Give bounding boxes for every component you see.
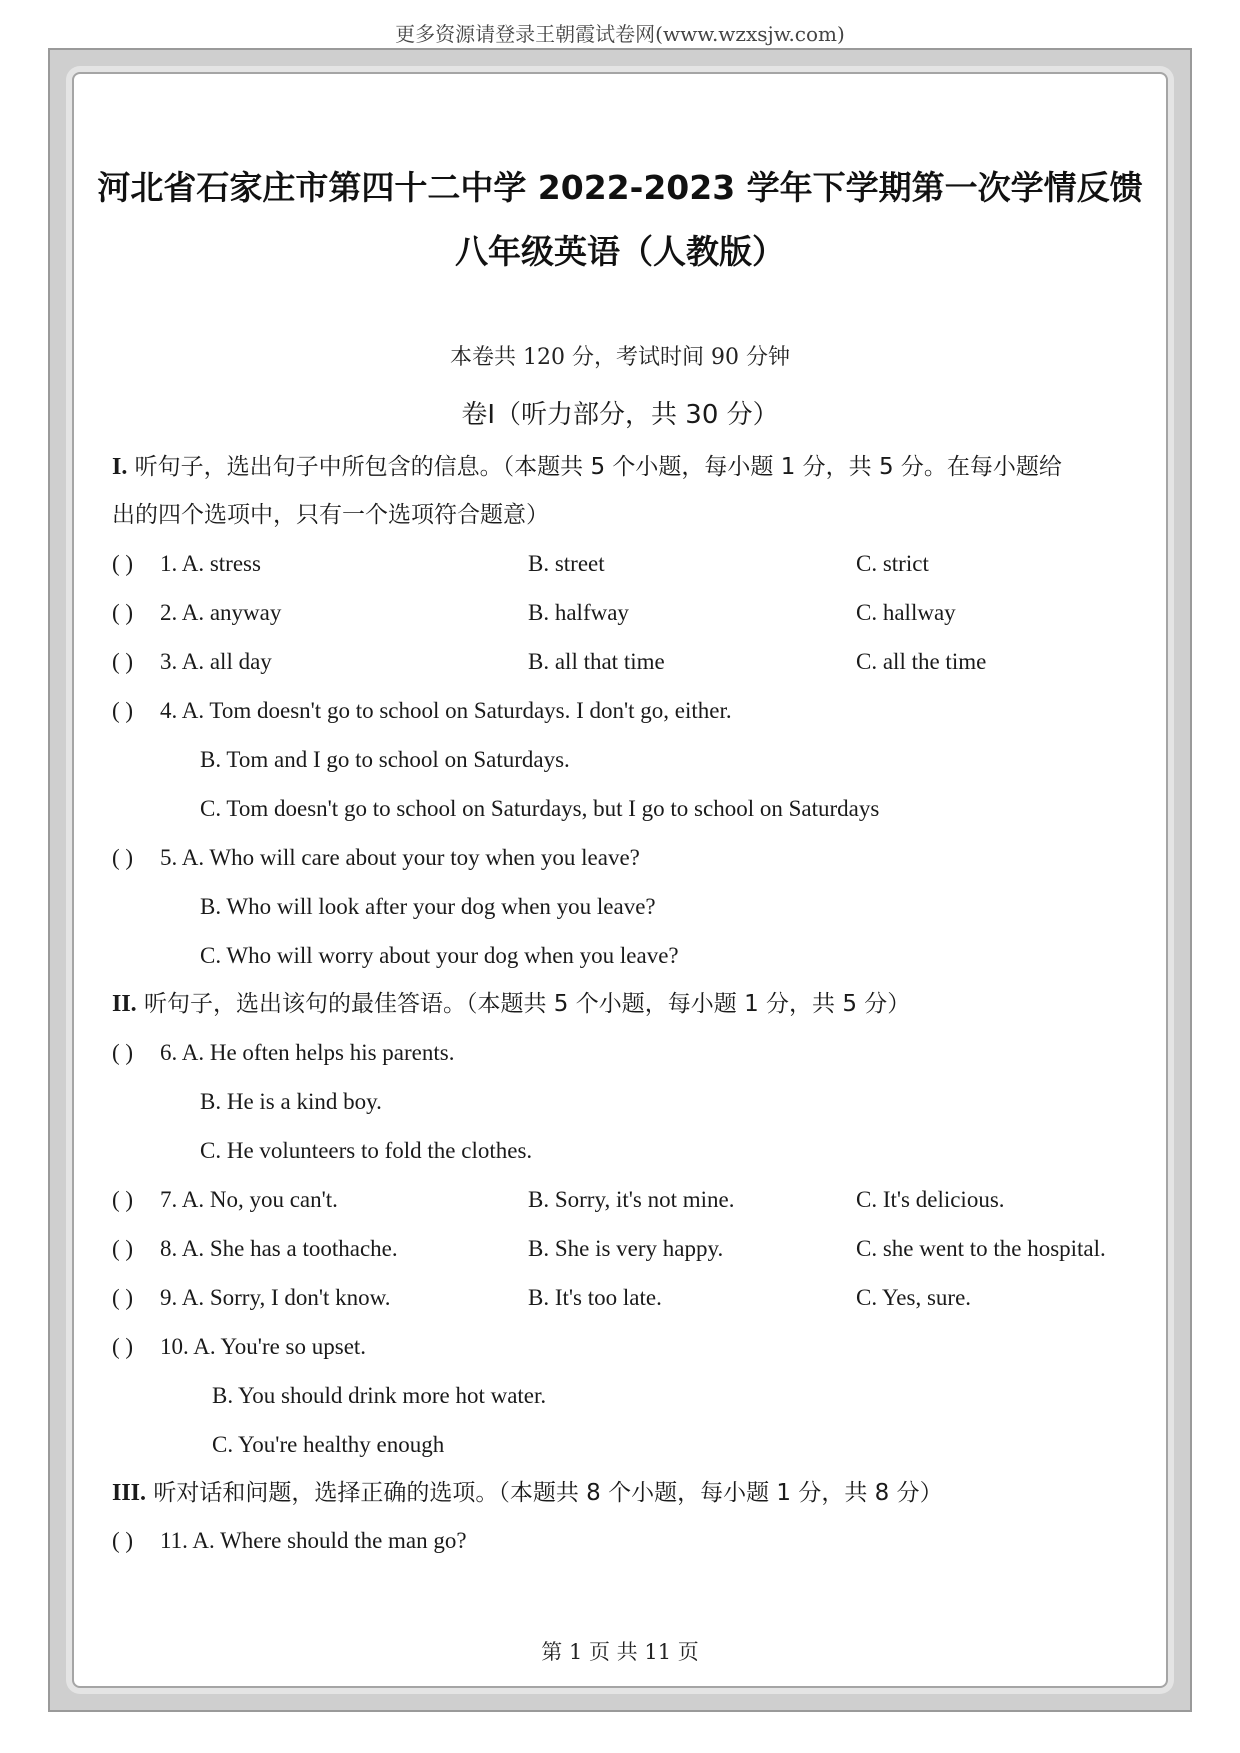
answer-blank[interactable]: ( ) xyxy=(112,649,134,674)
option-b: B. She is very happy. xyxy=(528,1236,724,1261)
question-5-option-c: C. Who will worry about your dog when you leave? xyxy=(200,943,679,968)
option-c: C. hallway xyxy=(856,600,956,625)
question-10-option-c: C. You're healthy enough xyxy=(212,1432,445,1457)
section-1-text-a: 听句子，选出句子中所包含的信息。（本题共 5 个小题，每小题 1 分，共 5 分。在每小题给 xyxy=(134,454,1062,480)
question-9 xyxy=(112,1285,1132,1315)
answer-blank[interactable]: ( ) xyxy=(112,1187,134,1212)
answer-blank[interactable]: ( ) xyxy=(112,698,134,723)
question-11 xyxy=(112,1528,1132,1558)
option-a: 3. A. all day xyxy=(160,649,272,674)
question-4-option-b: B. Tom and I go to school on Saturdays. xyxy=(200,747,570,772)
option-a: 6. A. He often helps his parents. xyxy=(160,1040,455,1065)
option-a: 2. A. anyway xyxy=(160,600,282,625)
section-1-numeral: I. xyxy=(112,454,128,480)
option-c: C. she went to the hospital. xyxy=(856,1236,1106,1261)
exam-subtitle: 八年级英语（人教版） xyxy=(455,232,785,271)
answer-blank[interactable]: ( ) xyxy=(112,1040,134,1065)
section-3-instruction xyxy=(112,1469,1132,1517)
option-b: B. all that time xyxy=(528,649,665,674)
option-a: 4. A. Tom doesn't go to school on Saturdays. I don't go, either. xyxy=(160,698,732,723)
option-a: 9. A. Sorry, I don't know. xyxy=(160,1285,391,1310)
section-1-text-b: 出的四个选项中，只有一个选项符合题意） xyxy=(112,502,549,528)
question-5 xyxy=(112,845,1132,875)
question-10-option-b: B. You should drink more hot water. xyxy=(212,1383,547,1408)
option-a: 8. A. She has a toothache. xyxy=(160,1236,398,1261)
option-a: 5. A. Who will care about your toy when you leave? xyxy=(160,845,640,870)
section-2-instruction xyxy=(112,980,1132,1028)
question-4 xyxy=(112,698,1132,728)
option-b: B. halfway xyxy=(528,600,629,625)
answer-blank[interactable]: ( ) xyxy=(112,600,134,625)
option-a: 11. A. Where should the man go? xyxy=(160,1528,467,1553)
question-10 xyxy=(112,1334,1132,1364)
question-3 xyxy=(112,649,1132,679)
question-1 xyxy=(112,551,1132,581)
answer-blank[interactable]: ( ) xyxy=(112,551,134,576)
section-3-text: 听对话和问题，选择正确的选项。（本题共 8 个小题，每小题 1 分，共 8 分） xyxy=(153,1480,943,1506)
question-7 xyxy=(112,1187,1132,1217)
answer-blank[interactable]: ( ) xyxy=(112,1334,134,1359)
page-footer: 第 1 页 共 11 页 xyxy=(541,1640,699,1664)
option-a: 1. A. stress xyxy=(160,551,261,576)
watermark-header: 更多资源请登录王朝霞试卷网(www.wzxsjw.com) xyxy=(395,22,845,46)
section-3-numeral: III. xyxy=(112,1480,147,1506)
question-6 xyxy=(112,1040,1132,1070)
answer-blank[interactable]: ( ) xyxy=(112,1236,134,1261)
question-6-option-c: C. He volunteers to fold the clothes. xyxy=(200,1138,533,1163)
option-b: B. Sorry, it's not mine. xyxy=(528,1187,735,1212)
section-2-numeral: II. xyxy=(112,991,137,1017)
question-2 xyxy=(112,600,1132,630)
option-b: B. It's too late. xyxy=(528,1285,662,1310)
answer-blank[interactable]: ( ) xyxy=(112,845,134,870)
exam-title: 河北省石家庄市第四十二中学 2022-2023 学年下学期第一次学情反馈 xyxy=(97,168,1143,207)
section-1-instruction xyxy=(112,443,1132,539)
option-c: C. It's delicious. xyxy=(856,1187,1005,1212)
answer-blank[interactable]: ( ) xyxy=(112,1285,134,1310)
option-c: C. Yes, sure. xyxy=(856,1285,972,1310)
question-8 xyxy=(112,1236,1132,1266)
exam-info: 本卷共 120 分，考试时间 90 分钟 xyxy=(450,345,790,370)
answer-blank[interactable]: ( ) xyxy=(112,1528,134,1553)
question-6-option-b: B. He is a kind boy. xyxy=(200,1089,382,1114)
option-a: 7. A. No, you can't. xyxy=(160,1187,338,1212)
option-c: C. strict xyxy=(856,551,929,576)
option-b: B. street xyxy=(528,551,605,576)
part-title: 卷I（听力部分，共 30 分） xyxy=(461,400,779,430)
question-5-option-b: B. Who will look after your dog when you leave? xyxy=(200,894,656,919)
question-4-option-c: C. Tom doesn't go to school on Saturdays, but I go to school on Saturdays xyxy=(200,796,880,821)
option-c: C. all the time xyxy=(856,649,987,674)
option-a: 10. A. You're so upset. xyxy=(160,1334,367,1359)
section-2-text: 听句子，选出该句的最佳答语。（本题共 5 个小题，每小题 1 分，共 5 分） xyxy=(144,991,911,1017)
